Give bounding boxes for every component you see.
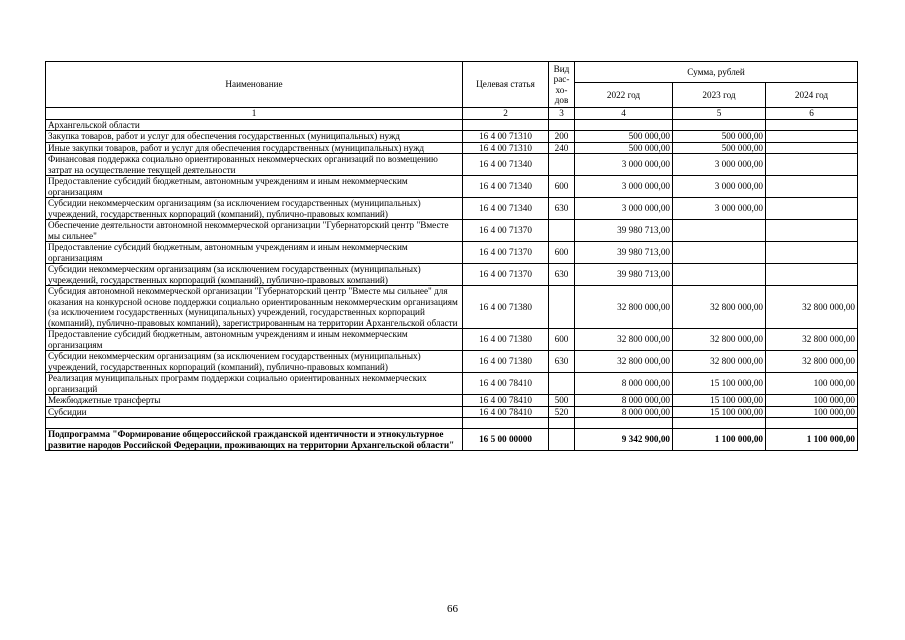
row-expense-type: 600 [549,329,575,351]
row-target-code: 16 4 00 71380 [463,351,549,373]
row-amount-2024 [766,198,858,220]
table-row [46,119,858,131]
header-2022: 2022 год [575,83,673,108]
row-amount-2022: 500 000,00 [575,142,673,154]
header-name: Наименование [46,62,463,108]
row-name: Субсидии некоммерческим организациям (за исключением государственных (муниципальных) учреждений, государственных корпораций (компаний), публично-правовых компаний) [46,351,463,373]
row-target-code: 16 4 00 71370 [463,242,549,264]
row-expense-type: 600 [549,176,575,198]
col-number: 3 [549,108,575,120]
row-amount-2023: 32 800 000,00 [673,329,766,351]
row-amount-2024 [766,142,858,154]
col-number: 2 [463,108,549,120]
row-target-code: 16 5 00 00000 [463,429,549,451]
row-amount-2022: 8 000 000,00 [575,406,673,418]
row-name: Предоставление субсидий бюджетным, автономным учреждениям и иным некоммерческим организациям [46,242,463,264]
table-row [46,142,858,154]
row-amount-2023: 500 000,00 [673,131,766,143]
table-row [46,176,858,198]
row-amount-2023: 32 800 000,00 [673,351,766,373]
row-target-code: 16 4 00 71310 [463,142,549,154]
table-row [46,406,858,418]
row-amount-2023 [673,418,766,429]
row-amount-2024 [766,220,858,242]
row-amount-2024 [766,131,858,143]
row-amount-2022: 39 980 713,00 [575,264,673,286]
row-expense-type [549,286,575,329]
row-name: Субсидии некоммерческим организациям (за исключением государственных (муниципальных) учреждений, государственных корпораций (компаний), публично-правовых компаний) [46,198,463,220]
row-amount-2022: 500 000,00 [575,131,673,143]
row-amount-2023: 3 000 000,00 [673,198,766,220]
row-amount-2023 [673,242,766,264]
row-amount-2024: 100 000,00 [766,395,858,407]
table-row [46,154,858,176]
row-target-code: 16 4 00 71380 [463,329,549,351]
table-row [46,198,858,220]
row-amount-2023 [673,220,766,242]
table-row [46,373,858,395]
row-name: Предоставление субсидий бюджетным, автономным учреждениям и иным некоммерческим организациям [46,329,463,351]
table-row [46,264,858,286]
row-target-code: 16 4 00 78410 [463,406,549,418]
row-expense-type [549,220,575,242]
row-target-code: 16 4 00 78410 [463,395,549,407]
column-number-row [46,108,858,120]
row-amount-2024: 1 100 000,00 [766,429,858,451]
row-amount-2022: 3 000 000,00 [575,198,673,220]
header-sum: Сумма, рублей [575,62,858,83]
table-row [46,220,858,242]
row-amount-2023 [673,119,766,131]
row-target-code: 16 4 00 71380 [463,286,549,329]
col-number: 1 [46,108,463,120]
col-number: 6 [766,108,858,120]
row-expense-type: 500 [549,395,575,407]
row-amount-2022: 3 000 000,00 [575,154,673,176]
row-amount-2023: 3 000 000,00 [673,176,766,198]
row-name: Архангельской области [46,119,463,131]
row-amount-2022: 39 980 713,00 [575,220,673,242]
header-vid: Вид рас-хо-дов [549,62,575,108]
row-amount-2022: 39 980 713,00 [575,242,673,264]
row-amount-2023: 1 100 000,00 [673,429,766,451]
row-name: Финансовая поддержка социально ориентированных некоммерческих организаций по возмещению затрат на осуществление текущей деятельности [46,154,463,176]
row-target-code: 16 4 00 71340 [463,198,549,220]
row-amount-2023: 15 100 000,00 [673,395,766,407]
row-expense-type [549,154,575,176]
row-amount-2024 [766,176,858,198]
row-target-code: 16 4 00 71340 [463,154,549,176]
row-target-code: 16 4 00 71370 [463,220,549,242]
col-number: 4 [575,108,673,120]
header-2023: 2023 год [673,83,766,108]
row-amount-2024 [766,154,858,176]
row-name: Реализация муниципальных программ поддержки социально ориентированных некоммерческих организаций [46,373,463,395]
header-target: Целевая статья [463,62,549,108]
row-expense-type: 630 [549,198,575,220]
row-amount-2024 [766,264,858,286]
row-amount-2023: 15 100 000,00 [673,406,766,418]
row-amount-2024: 100 000,00 [766,406,858,418]
header-2024: 2024 год [766,83,858,108]
row-amount-2023 [673,264,766,286]
row-amount-2022: 32 800 000,00 [575,329,673,351]
row-expense-type: 630 [549,264,575,286]
row-amount-2024: 100 000,00 [766,373,858,395]
row-amount-2024 [766,418,858,429]
row-name [46,418,463,429]
row-amount-2022: 8 000 000,00 [575,395,673,407]
row-name: Субсидии [46,406,463,418]
table-row [46,286,858,329]
row-expense-type [549,119,575,131]
row-expense-type: 240 [549,142,575,154]
row-name: Предоставление субсидий бюджетным, автономным учреждениям и иным некоммерческим организациям [46,176,463,198]
row-amount-2024: 32 800 000,00 [766,286,858,329]
row-name: Иные закупки товаров, работ и услуг для обеспечения государственных (муниципальных) нужд [46,142,463,154]
col-number: 5 [673,108,766,120]
row-name: Подпрограмма "Формирование общероссийской гражданской идентичности и этнокультурное развитие народов Российской Федерации, проживающих на территории Архангельской области" [46,429,463,451]
row-amount-2022 [575,119,673,131]
table-row [46,395,858,407]
row-amount-2023: 15 100 000,00 [673,373,766,395]
row-target-code: 16 4 00 71340 [463,176,549,198]
row-expense-type: 200 [549,131,575,143]
row-amount-2022: 32 800 000,00 [575,351,673,373]
row-amount-2023: 500 000,00 [673,142,766,154]
row-name: Субсидии некоммерческим организациям (за исключением государственных (муниципальных) учреждений, государственных корпораций (компаний), публично-правовых компаний) [46,264,463,286]
row-amount-2024 [766,242,858,264]
table-body [46,119,858,451]
row-amount-2022: 32 800 000,00 [575,286,673,329]
row-expense-type [549,418,575,429]
table-row [46,329,858,351]
table-row [46,131,858,143]
row-expense-type: 600 [549,242,575,264]
row-amount-2024: 32 800 000,00 [766,351,858,373]
row-name: Межбюджетные трансферты [46,395,463,407]
row-amount-2024: 32 800 000,00 [766,329,858,351]
row-target-code: 16 4 00 71370 [463,264,549,286]
row-expense-type [549,429,575,451]
table-row [46,351,858,373]
row-amount-2022: 8 000 000,00 [575,373,673,395]
row-amount-2022 [575,418,673,429]
row-amount-2024 [766,119,858,131]
page-number: 66 [447,603,458,615]
row-expense-type: 630 [549,351,575,373]
row-target-code [463,119,549,131]
row-expense-type [549,373,575,395]
row-target-code: 16 4 00 71310 [463,131,549,143]
table-row [46,242,858,264]
row-amount-2023: 3 000 000,00 [673,154,766,176]
budget-table [45,61,858,451]
row-name: Субсидия автономной некоммерческой организации "Губернаторский центр "Вместе мы сильнее" для оказания на конкурсной основе поддержки социально ориентированным некоммерческим организациям (за исключением государственных (муниципальных) учреждений, государственных корпораций (компаний), публично-правовых компаний), зарегистрированным на территории Архангельской области [46,286,463,329]
table-row [46,418,858,429]
row-expense-type: 520 [549,406,575,418]
row-name: Закупка товаров, работ и услуг для обеспечения государственных (муниципальных) нужд [46,131,463,143]
row-amount-2023: 32 800 000,00 [673,286,766,329]
row-name: Обеспечение деятельности автономной некоммерческой организации "Губернаторский центр "Вместе мы сильнее" [46,220,463,242]
row-amount-2022: 9 342 900,00 [575,429,673,451]
row-amount-2022: 3 000 000,00 [575,176,673,198]
row-target-code [463,418,549,429]
row-target-code: 16 4 00 78410 [463,373,549,395]
table-row [46,429,858,451]
